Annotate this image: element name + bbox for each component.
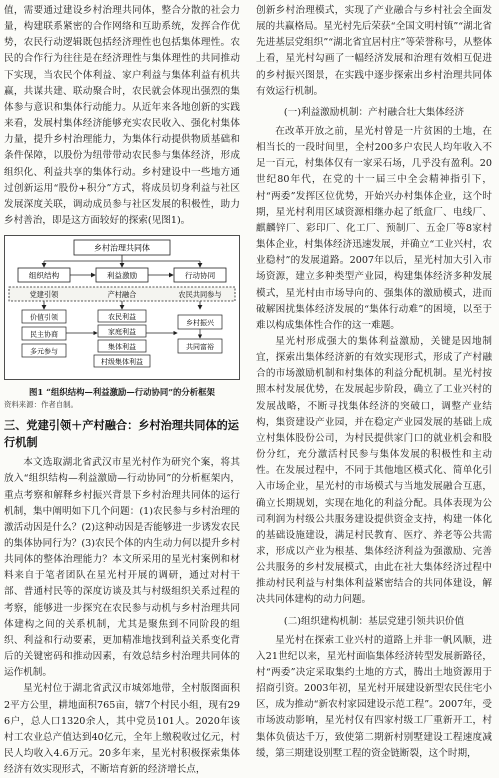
body-paragraph: 星光村形成强大的集体利益激励，关键是因地制宜，探索出集体经济新的有效实现形式，形成了产村融合的市场激励机制和村集体的利益分配机制。星光村按照本村发展优势，在发展起步阶段，确立了工业兴村的发展战略，不断寻找集体经济的突破口，调整产业结构，集资建设产业园，并在稳定产业园发展的基础上成立村集体股份公司，为村民提供家门口的就业机会和股份分红，充分激活村民参与集体发展的积极性和主动性。在发展过程中，不同于其他地区模式化、简单化引入市场企业，星光村的市场模式与当地发展融合互惠，确立长期规划，实现在地化的利益分配。具体表现为公司利润为村级公共服务建设提供资金支持，构建一体化的基础设施建设，满足村民教育、医疗、养老等公共需求，形成以产业为根基、集体经济利益为强激励、完善公共服务的乡村发展模式，由此在社大集体经济过程中推动村民利益与村集体利益紧密结合的共同体建设，解决共同体建构的动力问题。 xyxy=(256,335,492,606)
body-paragraph: 创新乡村治理模式，实现了产业融合与乡村社会全面发展的共赢格局。星光村先后荣获“全国文明村镇”“湖北省先进基层党组织”“湖北省宜居村庄”等荣誉称号，从整体上看，星光村勾画了一幅经济发展和治理有效相互促进的乡村振兴图景，在实践中逐步探索出乡村治理共同体有效运行机制。 xyxy=(256,5,492,97)
benefit-node-label: 利益激励 xyxy=(106,271,138,281)
action-node-label: 行动协同 xyxy=(184,271,216,281)
figure-source: 资料来源：作者自制。 xyxy=(4,400,78,410)
figure-caption: 图1 “组织结构—利益激励—行动协同”的分析框架 xyxy=(29,387,215,398)
org-sub-label: 党建引领 xyxy=(29,290,59,300)
body-paragraph: 星光村在探索工业兴村的道路上并非一帆风顺，进入21世纪以来，星光村面临集体经济转型发展新路径，村“两委”决定采取集约土地的方式，腾出土地资源用于招商引资。2003年初，星光村开展建设新型农民住宅小区，成为推动“新农村家园建设示范工程”。2007年，受市场波动影响，星光村仅有四家村级工厂重新开工，村集体负债达千万，致使第二期新村别墅建设工程速度减缓，第三期建设别墅工程的资金链断裂，这个时期， xyxy=(256,634,492,759)
org-item: 价值引领 xyxy=(30,313,58,322)
benefit-item: 农民利益 xyxy=(108,313,136,322)
subsection-title-2: (二)组织建构机制：基层党建引领共识价值 xyxy=(283,615,465,627)
section-title: 三、党建引领＋产村融合：乡村治理共同体的运行机制 xyxy=(4,419,239,450)
left-column xyxy=(4,3,240,778)
framework-figure xyxy=(4,235,240,410)
benefit-sub-label: 产村融合 xyxy=(107,290,137,300)
benefit-item: 集体利益 xyxy=(108,343,136,352)
org-item: 民主协商 xyxy=(30,330,58,339)
body-paragraph: 星光村位于湖北省武汉市城郊地带，全村版图面积2平方公里，耕地面积765亩，辖7个村民小组，现有296户，总人口1320余人，其中党员101人。2020年该村工农业总产值达到40亿元，全年上缴税收过亿元，村民人均收入4.6万元。20多年来，星光村积极探索集体经济有效实现形式，不断培育新的经济增长点， xyxy=(4,683,240,776)
action-sub-label: 农民共同参与 xyxy=(178,290,222,300)
subsection-title-1: (一)利益激励机制：产村融合壮大集体经济 xyxy=(283,106,465,118)
body-paragraph: 在改革开放之前，星光村曾是一片贫困的土地，在相当长的一段时间里，全村200多户农民人均年收入不足一百元，村集体仅有一家采石场，几乎没有盈利。20世纪80年代，在党的十一届三中全会精神指引下，村“两委”发挥区位优势，开始兴办村集体企业，这个时期，星光村利用区域资源相继办起了纸盒厂、电线厂、麒麟锌厂、彩印厂、化工厂、预制厂、五金厂等8家村集体企业，村集体经济迅速发展，并确立“工业兴村，农业稳村”的发展道路。2007年以后，星光村加大引入市场资源，建立多种类型产业园，构建集体经济多种发展模式，星光村由市场导向的、强集体的激励模式，进而破解困扰集体经济发展的“集体行动难”的困境，以至于难以构成集体性合作的这一难题。 xyxy=(256,125,492,331)
action-item: 共同富裕 xyxy=(186,343,214,352)
body-paragraph: 本文选取湖北省武汉市星光村作为研究个案，将其放入“组织结构—利益激励—行动协同”的分析框架内，重点考察和解释乡村振兴背景下乡村治理共同体的运行机制，集中阐明如下几个问题：(1)农民参与乡村治理的激活动因是什么？(2)这种动因是否能够进一步诱发农民的集体协同行为？(3)农民个体的内生动力何以提升乡村共同体的整体治理能力？本文所采用的星光村案例和材料来自于笔者团队在星光村开展的调研，通过对村干部、普通村民等的深度访谈及其与村级组织关系过程的考察，能够进一步探究在农民参与动机与乡村治理共同体建构之间的关系机制，尤其是聚焦到不同阶段的组织、利益和行动要素，更加精准地找到利益关系变化背后的关键密码和推动因素，有效总结乡村治理共同体的运作机制。 xyxy=(4,457,240,679)
right-column xyxy=(256,3,492,762)
benefit-item: 村级集体利益 xyxy=(101,358,143,367)
action-item: 乡村振兴 xyxy=(186,319,214,328)
org-item: 多元参与 xyxy=(30,347,58,356)
framework-diagram xyxy=(4,235,240,380)
org-node-label: 组织结构 xyxy=(28,271,60,281)
top-node-label: 乡村治理共同体 xyxy=(94,243,150,253)
intro-paragraph: 值，需要通过建设乡村治理共同体，整合分散的社会力量，构建联系紧密的合作网络和互助系统，发挥合作优势，农民行动逻辑既包括经济理性也包括集体理性。农民的合作行为往往是在经济理性与集体理性的共同推动下实现，当农民个体利益、家户利益与集体利益有机共赢，共谋共建、联动聚合时，农民就会体现出强烈的集体参与意识和集体行动能力。从近年来各地创新的实践来看，发展村集体经济能够充实农民收入、强化村集体力量，提升乡村治理能力，为集体行动提供物质基础和条件保障，以股份为纽带带动农民参与集体经济，形成组织化、利益共享的集体行动。乡村建设中一些地方通过创新运用“股份+积分”方式，将成员切身利益与社区发展深度关联，调动成员参与社区发展的积极性，助力乡村善治，即是这方面较好的探索(见图1)。 xyxy=(4,5,240,227)
benefit-item: 家庭利益 xyxy=(108,328,136,337)
